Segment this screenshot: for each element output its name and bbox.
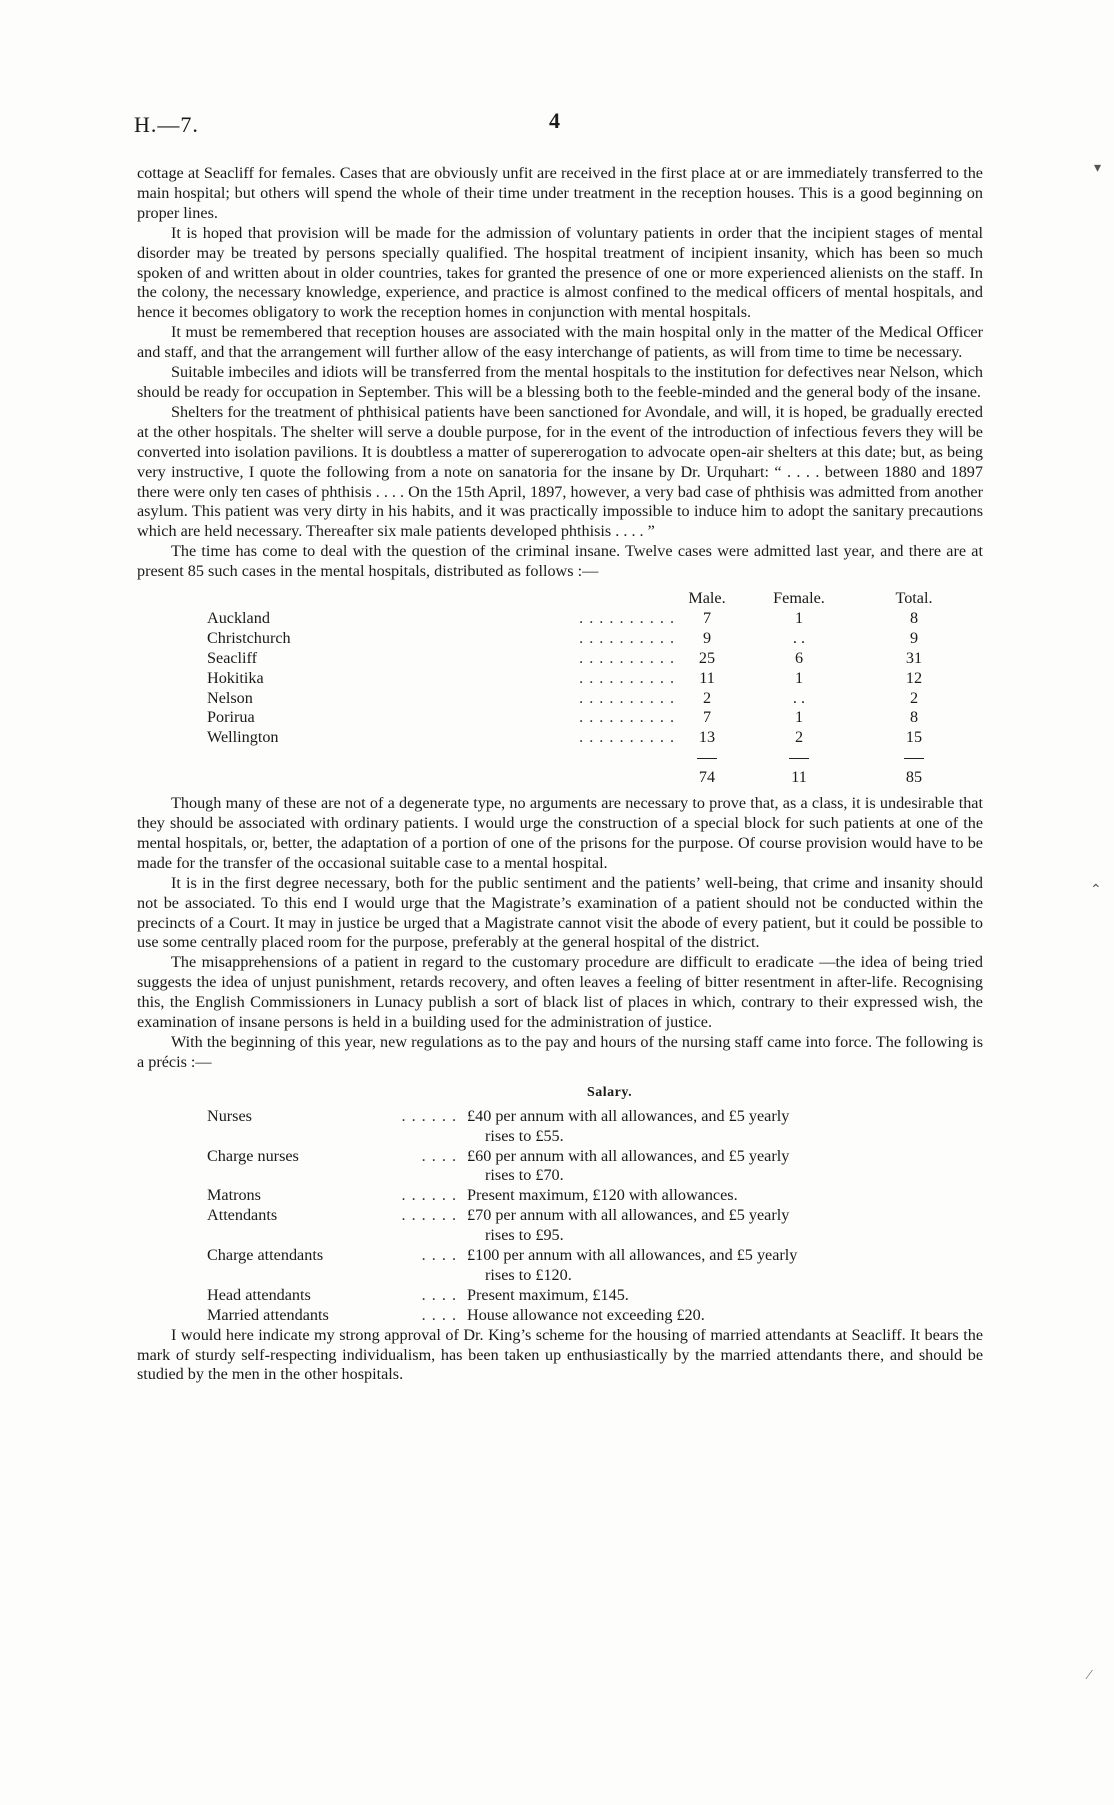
criminal-insane-table [207,589,969,788]
total-count: 8 [909,608,919,627]
page-header [134,108,974,142]
leader-dots: . . . . [421,1285,457,1304]
staff-grade: Attendants [207,1206,278,1225]
salary-row [207,1306,857,1326]
male-count: 7 [702,708,712,727]
salary-description: £70 per annum with all allowances, and £5 yearly [467,1206,790,1225]
female-count: 1 [794,668,804,687]
male-count: 9 [702,628,712,647]
column-header-female: Female. [773,589,825,608]
leader-dots: . . . . . . [401,1106,457,1125]
female-total: 11 [791,768,807,787]
leader-dots: . . . . . . . . . . [579,608,675,627]
paragraph-11: I would here indicate my strong approval of Dr. King’s scheme for the housing of married attendants at Seacliff. It bears the mark of sturdy self-respecting individualism, has been taken up enthusiastically by the married attendants there, and should be studied by the men in the other hospitals. [137,1325,983,1384]
salary-row [207,1107,857,1147]
hospital-name: Hokitika [207,668,264,687]
paragraph-9: The misapprehensions of a patient in regard to the customary procedure are difficult to eradicate —the idea of being tried suggests the idea of unjust punishment, retards recovery, and often leaves a feeling of bitter resentment in after-life. Recognising this, the English Commissioners in Lunacy publish a sort of black list of places in which, contrary to their expressed wish, the examination of insane persons is held in a building used for the administration of justice. [137,953,983,1032]
totals-row [207,768,969,788]
leader-dots: . . . . . . . . . . [579,648,675,667]
hospital-name: Seacliff [207,648,258,667]
hospital-name: Wellington [207,728,279,747]
staff-grade: Charge nurses [207,1146,299,1165]
scan-speck: ⁄ [1088,1668,1091,1683]
scan-speck: ▾ [1094,161,1102,176]
leader-dots: . . . . . . . . . . [579,628,675,647]
sum-rule [904,758,924,759]
report-reference: H.—7. [134,112,199,137]
total-rule-row [207,748,969,768]
paragraph-5: Shelters for the treatment of phthisical patients have been sanctioned for Avondale, and will, it is hoped, be gradually erected at the other hospitals. The shelter will serve a double purpose, for in the event of the introduction of infectious fevers they will be converted into isolation pavilions. It is doubtless a matter of supererogation to advocate open-air shelters at this date; but, as being very instructive, I quote the following from a note on sanatoria for the insane by Dr. Urquhart: “ . . . . between 1880 and 1897 there were only ten cases of phthisis . . . . On the 15th April, 1897, however, a very bad case of phthisis was admitted from another asylum. This patient was very dirty in his habits, and it was practically impossible to induce him to adopt the sanitary precautions which are held necessary. Thereafter six male patients developed phthisis . . . . ” [137,402,983,541]
salary-heading: Salary. [587,1084,633,1100]
total-count: 8 [909,708,919,727]
table-header-row [207,589,969,609]
salary-row [207,1206,857,1246]
salary-row [207,1147,857,1187]
paragraph-1: cottage at Seacliff for females. Cases that are obviously unfit are received in the first place at or are immediately transferred to the main hospital; but others will spend the whole of their time under treatment in the reception houses. This is a good beginning on proper lines. [137,164,983,222]
staff-grade: Nurses [207,1106,252,1125]
leader-dots: . . . . [421,1146,457,1165]
salary-description: £100 per annum with all allowances, and £5 yearly [467,1246,798,1265]
salary-row [207,1186,857,1206]
leader-dots: . . . . . . . . . . [579,668,675,687]
female-count: 1 [794,708,804,727]
total-count: 31 [905,648,923,667]
paragraph-8: It is in the first degree necessary, both for the public sentiment and the patients’ well-being, that crime and insanity should not be associated. To this end I would urge that the Magistrate’s examination of a patient should not be conducted within the precincts of a Court. It may in justice be urged that a Magistrate cannot visit the abode of every patient, but it could be possible to use some centrally placed room for the purpose, preferably at the general hospital of the district. [137,873,983,952]
table-row [207,609,969,629]
table-row [207,649,969,669]
hospital-name: Porirua [207,708,255,727]
hospital-name: Christchurch [207,628,291,647]
hospital-name: Nelson [207,688,253,707]
salary-description: £40 per annum with all allowances, and £5 yearly [467,1106,790,1125]
male-count: 11 [699,668,715,687]
salary-description: Present maximum, £145. [467,1285,629,1304]
table-row [207,708,969,728]
total-count: 2 [909,688,919,707]
leader-dots: . . . . . . . . . . [579,688,675,707]
staff-grade: Matrons [207,1186,261,1205]
paragraph-6: The time has come to deal with the question of the criminal insane. Twelve cases were admitted last year, and there are at present 85 such cases in the mental hospitals, distributed as follows :— [137,542,983,581]
salary-row [207,1246,857,1286]
salary-description: £60 per annum with all allowances, and £5 yearly [467,1146,790,1165]
male-count: 7 [702,608,712,627]
table-row [207,728,969,748]
female-count: . . [792,688,806,707]
salary-description: House allowance not exceeding £20. [467,1305,705,1324]
scan-speck: ⌃ [1090,883,1102,898]
male-total: 74 [698,768,716,787]
page-number: 4 [549,108,560,133]
salary-description: Present maximum, £120 with allowances. [467,1186,738,1205]
female-count: . . [792,628,806,647]
leader-dots: . . . . . . . . . . [579,708,675,727]
body-text [137,164,983,1385]
salary-description-continued: rises to £120. [485,1265,572,1284]
male-count: 13 [698,728,716,747]
male-count: 2 [702,688,712,707]
paragraph-3: It must be remembered that reception houses are associated with the main hospital only in the matter of the Medical Officer and staff, and that the arrangement will further allow of the easy interchange of patients, as will from time to time be necessary. [137,323,983,362]
female-count: 2 [794,728,804,747]
male-count: 25 [698,648,716,667]
hospital-name: Auckland [207,608,270,627]
paragraph-4: Suitable imbeciles and idiots will be transferred from the mental hospitals to the institution for defectives near Nelson, which should be ready for occupation in September. This will be a blessing both to the feeble-minded and the general body of the insane. [137,363,983,401]
leader-dots: . . . . . . [401,1206,457,1225]
sum-rule [697,758,717,759]
table-row [207,689,969,709]
staff-grade: Married attendants [207,1305,329,1324]
leader-dots: . . . . . . . . . . [579,728,675,747]
female-count: 6 [794,648,804,667]
salary-row [207,1286,857,1306]
leader-dots: . . . . . . [401,1186,457,1205]
leader-dots: . . . . [421,1305,457,1324]
staff-grade: Charge attendants [207,1246,324,1265]
paragraph-7: Though many of these are not of a degenerate type, no arguments are necessary to prove that, as a class, it is undesirable that they should be associated with ordinary patients. I would urge the construction of a special block for such patients at one of the mental hospitals, or, better, the adaptation of a portion of one of the prisons for the purpose. Of course provision would have to be made for the transfer of the occasional suitable case to a mental hospital. [137,794,983,872]
table-row [207,669,969,689]
salary-description-continued: rises to £55. [485,1126,564,1145]
grand-total: 85 [905,768,923,787]
leader-dots: . . . . [421,1246,457,1265]
total-count: 15 [905,728,923,747]
total-count: 12 [905,668,923,687]
column-header-total: Total. [895,589,933,608]
table-row [207,629,969,649]
sum-rule [789,758,809,759]
salary-description-continued: rises to £95. [485,1226,564,1245]
paragraph-10: With the beginning of this year, new regulations as to the pay and hours of the nursing staff came into force. The following is a précis :— [137,1032,983,1071]
paragraph-2: It is hoped that provision will be made for the admission of voluntary patients in order that the incipient stages of mental disorder may be treated by persons specially qualified. The hospital treatment of incipient insanity, which has been so much spoken of and written about in older countries, takes for granted the presence of one or more experienced alienists on the staff. In the colony, the necessary knowledge, experience, and practice is almost confined to the medical officers of mental hospitals, and hence it becomes obligatory to work the reception homes in conjunction with mental hospitals. [137,223,983,322]
column-header-male: Male. [688,589,726,608]
total-count: 9 [909,628,919,647]
salary-table [207,1107,857,1326]
salary-description-continued: rises to £70. [485,1166,564,1185]
staff-grade: Head attendants [207,1285,311,1304]
female-count: 1 [794,608,804,627]
